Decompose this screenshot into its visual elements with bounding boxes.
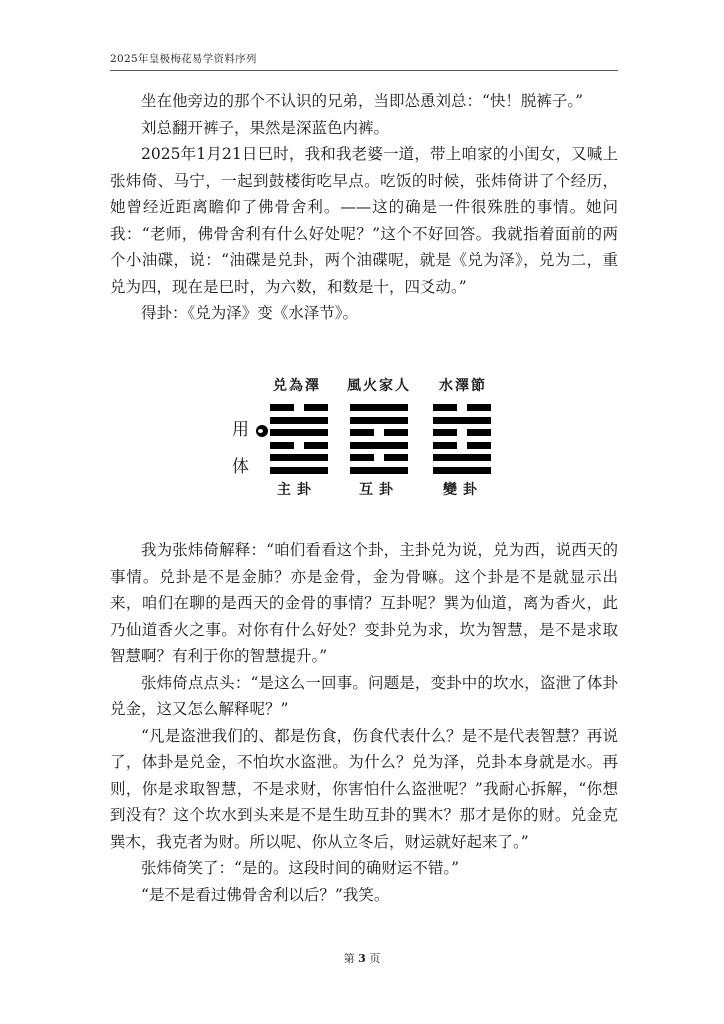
paragraph: 张炜倚点点头：“是这么一回事。问题是，变卦中的坎水，盗泄了体卦兑金，这又怎么解释呢？”: [110, 673, 618, 718]
paragraph: 刘总翻开裤子，果然是深蓝色内裤。: [141, 118, 390, 137]
yang-line: [433, 417, 491, 424]
paragraph: 张炜倚笑了：“是的。这段时间的确财运不错。”: [141, 859, 460, 877]
paragraph: 坐在他旁边的那个不认识的兄弟，当即怂恿刘总：“快！脱裤子。”: [141, 92, 584, 110]
paragraph: 我为张炜倚解释：“咱们看看这个卦，主卦兑为说，兑为西，说西天的事情。兑卦是不是金肺？亦是金骨，金为骨嘛。这个卦是不是就显示出来，咱们在聊的是西天的金骨的事情？互卦呢？巽为仙道，离为香火，此乃仙道香火之事。对你有什么好处？变卦兑为求，坎为智慧，是不是求取智慧啊？有利于你的智慧提升。”: [110, 541, 618, 665]
hexagram-role-changed: 變卦: [443, 482, 483, 498]
paragraph: “凡是盗泄我们的、都是伤食，伤食代表什么？是不是代表智慧？再说了，体卦是兑金，不怕坎水盗泄。为什么？兑为泽，兑卦本身就是水。再则，你是求取智慧，不是求财，你害怕什么盗泄呢？”我耐心拆解，“你想到没有？这个坎水到头来是不是生助互卦的巽木？那才是你的财。兑金克巽木，我克者为财。所以呢、你从立冬后，财运就好起来了。”: [110, 726, 618, 851]
page-number: 3: [358, 952, 366, 965]
yin-line: [433, 442, 491, 449]
hexagram-name-main: 兑為澤: [273, 378, 321, 394]
paragraph: 2025年1月21日巳时，我和我老婆一道，带上咱家的小闺女，又喊上张炜倚、马宁，一起到鼓楼街吃早点。吃饭的时候，张炜倚讲了个经历，她曾经近距离瞻仰了佛骨舍利。——这的确是一件很殊胜的事情。她问我：“老师，佛骨舍利有什么好处呢？”这个不好回答。我就指着面前的两个小油碟，说：“油碟是兑卦，两个油碟呢，就是《兑为泽》，兑为二，重兑为四，现在是巳时，为六数，和数是十，四爻动。”: [110, 145, 618, 296]
ti-label: 体: [232, 457, 249, 477]
yin-line: [350, 429, 408, 436]
paragraph: “是不是看过佛骨舍利以后？”我笑。: [141, 885, 390, 904]
paragraph: 得卦：《兑为泽》变《水泽节》。: [141, 304, 359, 322]
body-text-bottom: [110, 537, 618, 908]
yang-line: [433, 454, 491, 461]
yang-line: [270, 429, 328, 436]
hexagram-mutual: [350, 404, 408, 476]
hexagram-figure: [110, 372, 618, 502]
yang-line: [350, 442, 408, 449]
yin-line: [350, 454, 408, 461]
yong-label: 用: [232, 420, 249, 440]
yang-line: [270, 417, 328, 424]
hexagram-changed: [433, 404, 491, 476]
hexagram-name-changed: 水澤節: [439, 378, 487, 394]
hexagram-role-mutual: 互卦: [359, 482, 399, 498]
yin-line: [433, 429, 491, 436]
hexagram-main: [270, 404, 328, 476]
page-footer: [0, 950, 724, 966]
footer-prefix: 第: [343, 952, 355, 965]
taiji-marker-icon: [256, 425, 268, 437]
hexagram-role-main: 主卦: [277, 482, 317, 498]
header-rule: [110, 70, 618, 71]
yin-line: [270, 442, 328, 449]
yang-line: [350, 467, 408, 474]
yang-line: [270, 467, 328, 474]
running-header: 2025年皇极梅花易学资料序列: [110, 53, 257, 65]
yang-line: [350, 417, 408, 424]
footer-suffix: 页: [369, 952, 381, 965]
yang-line: [270, 454, 328, 461]
hexagram-name-mutual: 風火家人: [347, 378, 411, 394]
body-text-top: [110, 88, 618, 327]
yin-line: [433, 404, 491, 411]
yang-line: [350, 404, 408, 411]
yang-line: [433, 467, 491, 474]
yin-line: [270, 404, 328, 411]
